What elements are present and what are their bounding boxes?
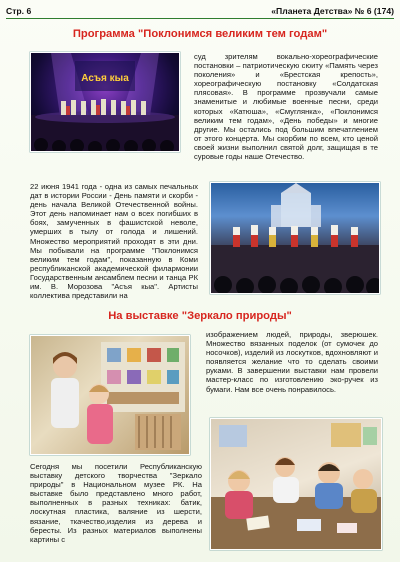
folk-ensemble-photo — [210, 182, 380, 294]
issue-title: «Планета Детства» № 6 (174) — [271, 6, 394, 16]
page-number: Стр. 6 — [6, 6, 32, 16]
article1-title: Программа "Поклонимся великим тем годам" — [72, 28, 328, 40]
page-header — [6, 4, 394, 19]
article1-text-right — [194, 52, 378, 161]
exhibition-girls-photo — [30, 335, 190, 455]
article2-text-left — [30, 462, 202, 544]
stage-sign: Асъя кыа — [81, 73, 129, 84]
masterclass-illustration — [211, 419, 381, 549]
exhibition-girls-illustration — [31, 336, 189, 454]
folk-ensemble-illustration — [211, 183, 379, 293]
article2-paragraph-intro: Сегодня мы посетили Республиканскую выставку детского творчества "Зеркало природы" в Национальном музее РК. На выставке было представлено много работ, выполненных в разных техниках: батик, лоскутная пластика, валяние из шерсти, вязание, ткачество,изделия из дерева и бересты. Из разных материалов выполнены картины с — [30, 462, 202, 544]
concert-stage-illustration — [31, 53, 179, 151]
article2-title: На выставке "Зеркало природы" — [108, 310, 292, 322]
article2-text-right — [206, 330, 378, 394]
article1-text-left — [30, 182, 198, 300]
article1-paragraph-intro: 22 июня 1941 года - одна из самых печальных дат в истории России - День памяти и скорби - день начала Великой Отечественной войны. Этот день напоминает нам о всех погибших в боях, замученных в фашистской неволе, умерших в тылу от голода и лишений. Множество мероприятий проходят в эти дни. Мы побывали на программе "Поклонимся великим тем годам", показанную в Коми республиканской академической филармонии Государственным ансамблем песни и танца РК им. В. Морозова "Асъя кыа". Артисты коллектива представили на — [30, 182, 198, 301]
concert-stage-photo — [30, 52, 180, 152]
article2-paragraph-continued: изображением людей, природы, зверюшек. Множество вязанных поделок (от сумочек до носочков), изделий из лоскутков, вдохновляют и появляется желание что то сделать своими руками. В завершении выставки нам провели мастер-класс по изготовлению эко-ручек из бумаги. Нам все очень понравилось. — [206, 330, 378, 394]
article1-paragraph-continued: суд зрителям вокально-хореографические постановки – патриотическую сюиту «Память через поколения» и «Брестская крепость», хореографическую постановку «Солдатская пляcовая». В программе прозвучали самые знаменитые и любимые военные песни, среди которых «Катюша», «Смуглянка», «Поклонимся великим тем годам», «День победы» и многие другие. Мы остались под большим впечатлением от этого концерта. Мы скорбим по всем, кто ценой своей жизни выполнил святой долг, защищая в те суровые годы наше Отечество. — [194, 52, 378, 162]
masterclass-photo — [210, 418, 382, 550]
